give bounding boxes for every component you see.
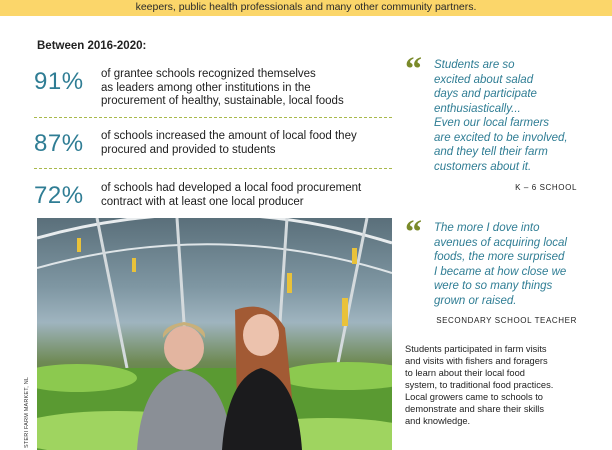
quote-line: and they tell their farm [434, 146, 548, 158]
paragraph-line: and knowledge. [405, 416, 471, 426]
paragraph-line: Students participated in farm visits [405, 344, 547, 354]
side-paragraph [405, 343, 595, 427]
paragraph-line: system, to traditional food practices. [405, 380, 554, 390]
quote-1-attribution: K – 6 SCHOOL [515, 183, 577, 192]
quote-line: The more I dove into [434, 222, 540, 234]
paragraph-line: and visits with fishers and foragers [405, 356, 548, 366]
quote-line: Even our local farmers [434, 117, 550, 129]
stat-description [101, 130, 396, 157]
quote-line: excited about salad [434, 73, 534, 86]
paragraph-line: to learn about their local food [405, 368, 525, 378]
quote-line: are excited to be involved, [434, 131, 568, 144]
photo-credit: STERI FARM MARKET, NL [24, 376, 30, 448]
quote-line: were to so many things [434, 280, 553, 292]
stat-percentage: 91% [34, 68, 84, 95]
stat-line: procured and provided to students [101, 143, 276, 156]
stat-line: procurement of healthy, sustainable, local foods [101, 95, 344, 107]
paragraph-line: demonstrate and share their skills [405, 404, 545, 414]
stat-description [101, 182, 396, 209]
quote-line: grown or raised. [434, 294, 517, 307]
quote-2-text [434, 221, 604, 308]
quote-2-attribution: SECONDARY SCHOOL TEACHER [436, 316, 577, 325]
quote-line: foods, the more surprised [434, 251, 565, 263]
quote-1-text [434, 58, 604, 174]
stat-line: as leaders among other institutions in the [101, 81, 311, 94]
greenhouse-photo [37, 218, 392, 450]
stat-percentage: 72% [34, 182, 84, 209]
quote-line: enthusiastically... [434, 102, 521, 115]
period-heading: Between 2016-2020: [37, 40, 147, 52]
quote-line: days and participate [434, 88, 537, 100]
greenhouse-illustration [37, 218, 392, 450]
banner-text: keepers, public health professionals and many other community partners. [135, 1, 477, 13]
quote-line: customers about it. [434, 160, 532, 173]
stat-line: of schools increased the amount of local food they [101, 130, 357, 142]
quote-mark-icon: “ [405, 214, 422, 251]
paragraph-line: Local growers came to schools to [405, 392, 543, 402]
stat-line: contract with at least one local producer [101, 195, 304, 208]
quote-line: avenues of acquiring local [434, 236, 567, 249]
stat-description [101, 68, 396, 109]
dashed-divider [34, 168, 392, 169]
stat-line: of grantee schools recognized themselves [101, 68, 316, 80]
dashed-divider [34, 117, 392, 118]
quote-line: I became at how close we [434, 265, 567, 278]
stat-percentage: 87% [34, 130, 84, 157]
stat-line: of schools had developed a local food procurement [101, 182, 362, 194]
quote-line: Students are so [434, 59, 515, 71]
quote-mark-icon: “ [405, 51, 422, 88]
